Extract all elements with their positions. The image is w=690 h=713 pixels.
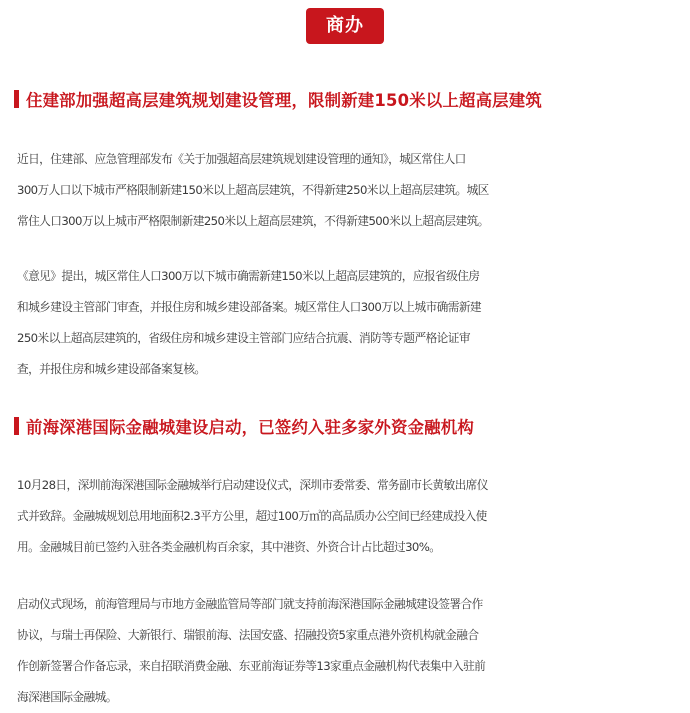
section-heading-qianhai-finance [14, 414, 474, 438]
paragraph-line: 海深港国际金融城。 [17, 690, 117, 704]
paragraph-line: 启动仪式现场，前海管理局与市地方金融监管局等部门就支持前海深港国际金融城建设签署合作 [17, 597, 483, 611]
paragraph-line: 和城乡建设主管部门审查，并报住房和城乡建设部备案。城区常住人口300万以上城市确需新建 [17, 300, 482, 314]
heading-accent-bar [14, 90, 19, 108]
paragraph-line: 查，并报住房和城乡建设部备案复核。 [17, 362, 206, 376]
category-tag-wrapper [0, 8, 690, 44]
section-heading-housing-policy [14, 87, 542, 111]
category-tag: 商办 [306, 8, 384, 44]
paragraph [17, 470, 677, 563]
paragraph-line: 《意见》提出，城区常住人口300万以下城市确需新建150米以上超高层建筑的，应报省级住房 [17, 269, 480, 283]
paragraph-line: 300万人口以下城市严格限制新建150米以上超高层建筑，不得新建250米以上超高层建筑。城区 [17, 183, 489, 197]
paragraph-line: 作创新签署合作备忘录，来自招联消费金融、东亚前海证券等13家重点金融机构代表集中入驻前 [17, 659, 486, 673]
paragraph-line: 用。金融城目前已签约入驻各类金融机构百余家，其中港资、外资合计占比超过30%。 [17, 540, 441, 554]
heading-accent-bar [14, 417, 19, 435]
section-heading-text: 前海深港国际金融城建设启动，已签约入驻多家外资金融机构 [26, 418, 474, 437]
paragraph-line: 近日，住建部、应急管理部发布《关于加强超高层建筑规划建设管理的通知》，城区常住人口 [17, 152, 466, 166]
paragraph [17, 261, 677, 385]
paragraph-line: 10月28日，深圳前海深港国际金融城举行启动建设仪式，深圳市委常委、常务副市长黄敏出席仪 [17, 478, 488, 492]
section-heading-text: 住建部加强超高层建筑规划建设管理，限制新建150米以上超高层建筑 [26, 91, 542, 110]
paragraph-line: 协议，与瑞士再保险、大新银行、瑞银前海、法国安盛、招融投资5家重点港外资机构就金融合 [17, 628, 479, 642]
paragraph [17, 144, 677, 237]
paragraph-line: 250米以上超高层建筑的，省级住房和城乡建设主管部门应结合抗震、消防等专题严格论证审 [17, 331, 470, 345]
paragraph-line: 式并致辞。金融城规划总用地面积2.3平方公里，超过100万㎡的高品质办公空间已经建成投入使 [17, 509, 487, 523]
paragraph-line: 常住人口300万以上城市严格限制新建250米以上超高层建筑，不得新建500米以上超高层建筑。 [17, 214, 489, 228]
paragraph [17, 589, 677, 713]
